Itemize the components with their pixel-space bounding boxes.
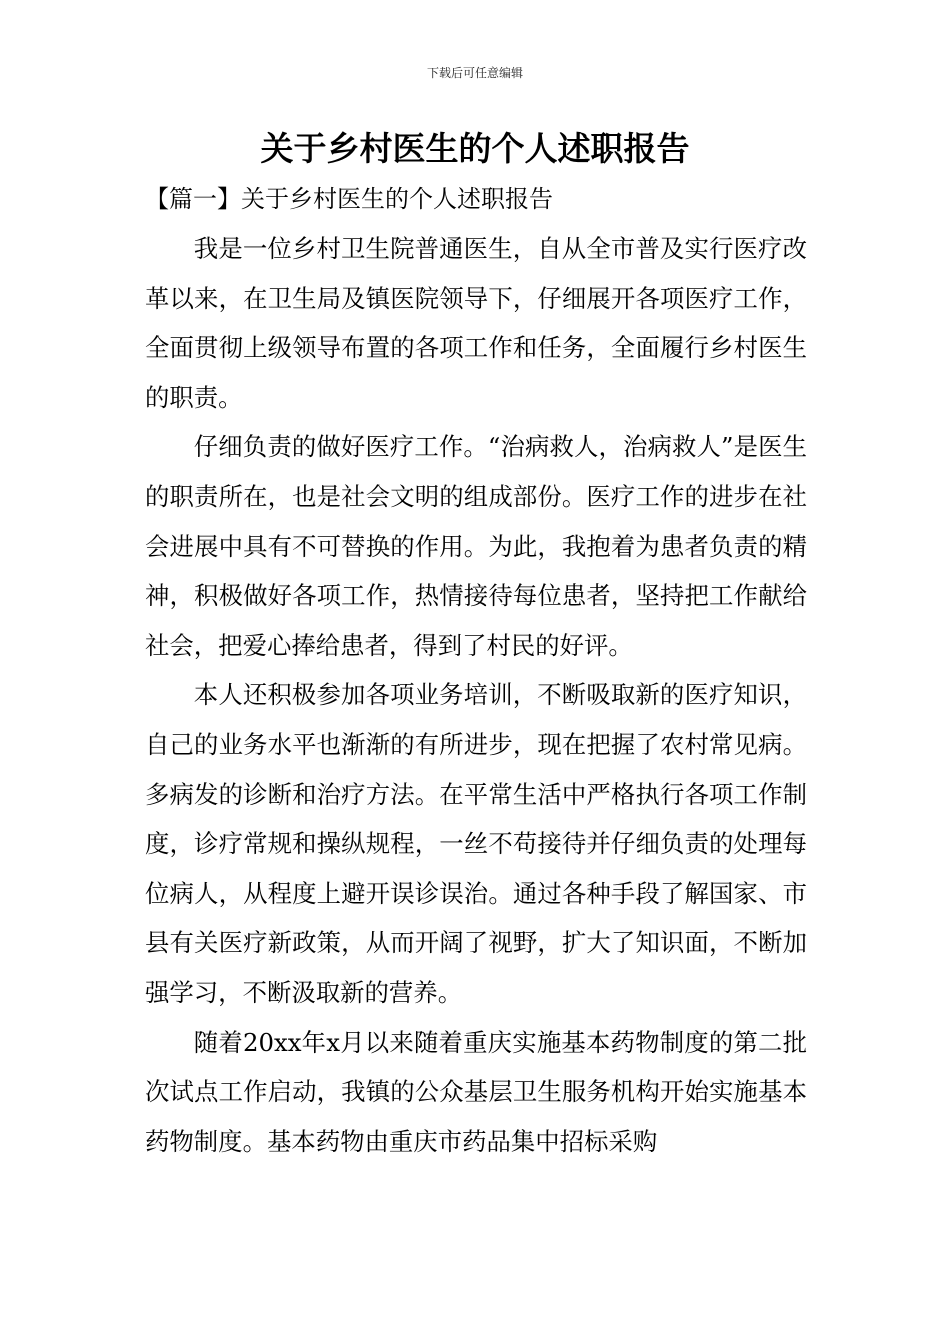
body-text [145,224,807,1166]
paragraph-4: 随着20xx年x月以来随着重庆实施基本药物制度的第二批次试点工作启动，我镇的公众基层卫生服务机构开始实施基本药物制度。基本药物由重庆市药品集中招标采购 [145,1027,807,1156]
document-title: 关于乡村医生的个人述职报告 [260,129,690,168]
header-note: 下载后可任意编辑 [426,66,523,80]
section-heading: 【篇一】关于乡村医生的个人述职报告 [145,185,553,213]
paragraph-2: 仔细负责的做好医疗工作。“治病救人，治病救人”是医生的职责所在，也是社会文明的组成部份。医疗工作的进步在社会进展中具有不可替换的作用。为此，我抱着为患者负责的精神，积极做好各项工作，热情接待每位患者，坚持把工作献给社会，把爱心捧给患者，得到了村民的好评。 [145,432,807,660]
paragraph-3: 本人还积极参加各项业务培训，不断吸取新的医疗知识，自己的业务水平也渐渐的有所进步，现在把握了农村常见病。多病发的诊断和治疗方法。在平常生活中严格执行各项工作制度，诊疗常规和操纵规程，一丝不苟接待并仔细负责的处理每位病人，从程度上避开误诊误治。通过各种手段了解国家、市县有关医疗新政策，从而开阔了视野，扩大了知识面，不断加强学习，不断汲取新的营养。 [145,680,807,1007]
paragraph-1: 我是一位乡村卫生院普通医生，自从全市普及实行医疗改革以来，在卫生局及镇医院领导下，仔细展开各项医疗工作，全面贯彻上级领导布置的各项工作和任务，全面履行乡村医生的职责。 [145,234,807,412]
